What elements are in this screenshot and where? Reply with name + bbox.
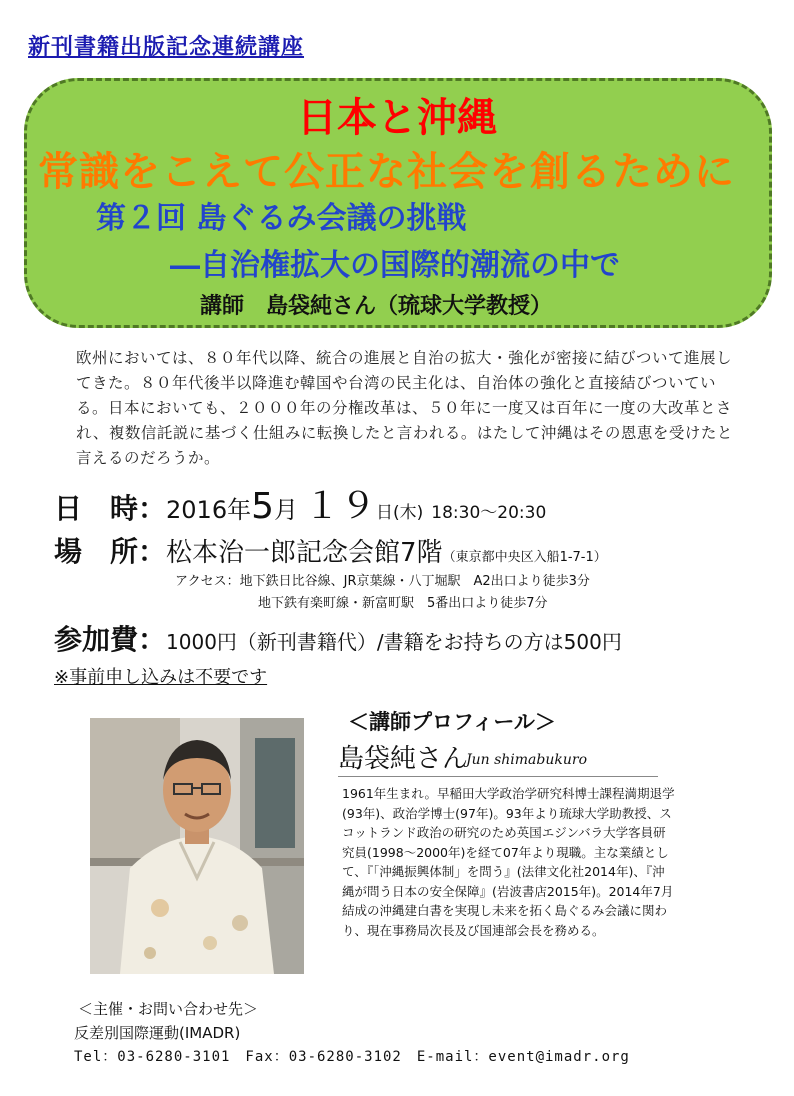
place-label: 場 所： [54,535,167,568]
date-time: 18:30〜20:30 [431,503,547,523]
subtitle: 常識をこえて公正な社会を創るために [38,148,735,195]
fee-row [54,618,622,658]
date-day: １９ [304,486,377,527]
date-day-unit: 日(木) [376,503,424,523]
divider [338,776,658,777]
description: 欧州においては、８０年代以降、統合の進展と自治の拡大・強化が密接に結びついて進展してきた。８０年代後半以降進む韓国や台湾の民主化は、自治体の強化と直接結びついている。日本においても、２０００年の分権改革は、５０年に一度又は百年に一度の大改革とされ、複数信託説に基づく仕組みに転換したと言われる。はたして沖縄はその恩恵を受けたと言えるのだろうか。 [76,349,733,467]
lecturer-line: 講師 島袋純さん（琉球大学教授） [200,293,553,319]
main-title: 日本と沖縄 [297,94,497,141]
access-line-2: 地下鉄有楽町線・新富町駅 5番出口より徒歩7分 [258,596,548,611]
organizer-name: 反差別国際運動(IMADR) [74,1024,241,1042]
access-line-1: アクセス：地下鉄日比谷線、JR京葉線・八丁堀駅 A2出口より徒歩3分 [175,574,590,589]
lecturer-photo [90,718,304,974]
profile-bio: 1961年生まれ。早稲田大学政治学研究科博士課程満期退学(93年)、政治学博士(97年)。93年より琉球大学助教授、スコットランド政治の研究のため英国エジンバラ大学客員研究員(1998〜2000年)を経て07年より現職。主な業績として、『「沖縄振興体制」を問う』(法律文化社2014年)、『沖縄が問う日本の安全保障』(岩波書店2015年)。2014年7月結成の沖縄建白書を実現し未来を拓く島ぐるみ会議に関わり、現在事務局次長及び国連部会長を務める。 [342,786,675,938]
session-title: 第２回 島ぐるみ会議の挑戦 [96,201,467,236]
profile-heading: ＜講師プロフィール＞ [348,709,556,734]
registration-note: ※事前申し込みは不要です [54,667,268,688]
organizer-contact: Tel：03-6280-3101 Fax：03-6280-3102 E-mail：event@imadr.org [74,1049,630,1065]
date-label: 日 時： [54,492,167,525]
place-row [54,530,607,570]
place-name: 松本治一郎記念会館7階 [166,538,443,568]
date-month-unit: 月 [274,496,298,524]
date-month: 5 [251,486,274,527]
session-subtitle: ―自治権拡大の国際的潮流の中で [170,248,620,283]
place-address: （東京都中央区入船1-7-1） [442,550,607,565]
profile-roman-name: Jun shimabukuro [466,752,587,768]
fee-label: 参加費： [54,623,167,656]
profile-name: 島袋純さん [338,744,469,774]
date-year: 2016年 [166,496,252,524]
series-title: 新刊書籍出版記念連続講座 [28,34,305,60]
date-row [54,478,546,529]
organizer-heading: ＜主催・お問い合わせ先＞ [78,1000,259,1018]
fee-value: 1000円（新刊書籍代）/書籍をお持ちの方は500円 [166,630,622,654]
